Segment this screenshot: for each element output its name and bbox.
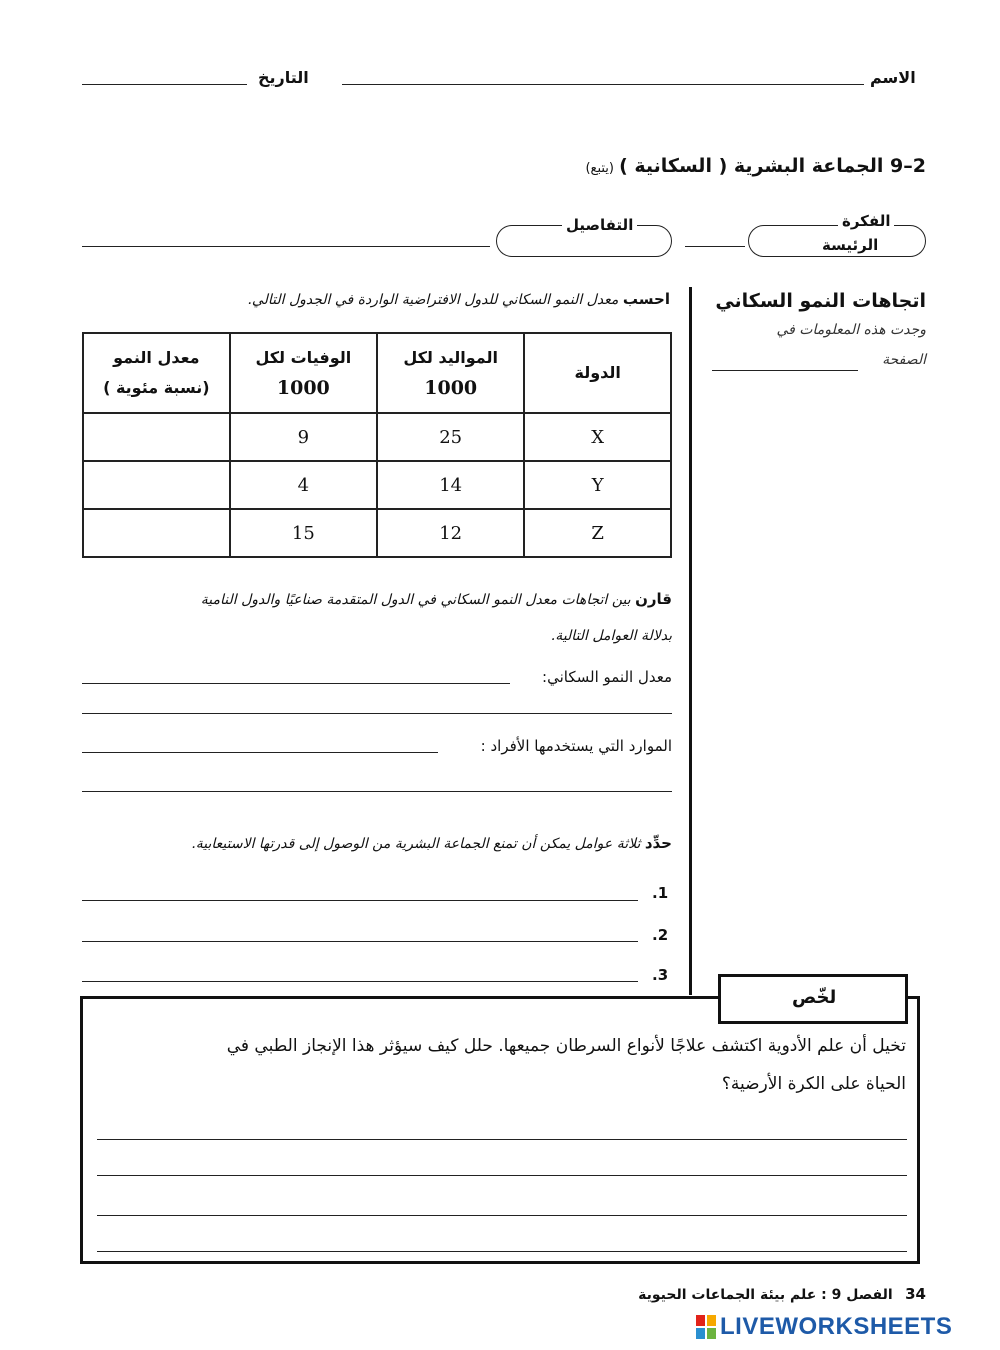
- section-title: 2–9 الجماعة البشرية ( السكانية ): [619, 155, 926, 177]
- column-divider: [689, 287, 692, 995]
- resources-label: الموارد التي يستخدمها الأفراد :: [480, 737, 672, 755]
- th-births: المواليد لكل 1000: [377, 333, 524, 413]
- date-line[interactable]: [82, 84, 247, 85]
- resources-line-2[interactable]: [82, 791, 672, 792]
- continued-label: (يتبع): [585, 161, 614, 176]
- summary-line-4[interactable]: [97, 1251, 907, 1252]
- summary-line-1[interactable]: [97, 1139, 907, 1140]
- calc-instruction: [247, 290, 670, 308]
- cell-country: X: [524, 413, 671, 461]
- growth-rate-line-1[interactable]: [82, 683, 510, 684]
- brand-name: LIVEWORKSHEETS: [720, 1313, 953, 1340]
- cell-deaths: 15: [230, 509, 377, 557]
- identify-verb: حدِّد: [644, 834, 672, 852]
- summary-line-2[interactable]: [97, 1175, 907, 1176]
- table-row: [83, 509, 671, 557]
- compare-line-1: [201, 590, 672, 608]
- cell-growth-input[interactable]: [83, 461, 230, 509]
- chapter-title: الفصل 9 : علم بيئة الجماعات الحيوية: [638, 1287, 893, 1303]
- brand-logo-icon: [696, 1315, 716, 1339]
- name-line[interactable]: [342, 84, 864, 85]
- compare-verb: قارن: [635, 590, 672, 608]
- cell-growth-input[interactable]: [83, 413, 230, 461]
- compare-text-2: بدلالة العوامل التالية.: [550, 628, 672, 644]
- resources-line-1[interactable]: [82, 752, 438, 753]
- details-connector: [82, 246, 490, 247]
- sidebar-heading: اتجاهات النمو السكاني: [715, 290, 926, 312]
- date-label: التاريخ: [258, 68, 309, 87]
- item-line-1[interactable]: [82, 900, 638, 901]
- calc-verb: احسب: [622, 290, 670, 308]
- item-number-2: .2: [652, 926, 669, 944]
- summary-prompt-2: الحياة على الكرة الأرضية؟: [721, 1074, 906, 1094]
- growth-rate-label: معدل النمو السكاني:: [542, 668, 672, 686]
- sidebar-note-2: الصفحة: [882, 352, 926, 368]
- cell-births: 25: [377, 413, 524, 461]
- growth-table: [82, 332, 672, 558]
- footer-text: [638, 1285, 926, 1303]
- growth-rate-line-2[interactable]: [82, 713, 672, 714]
- cell-deaths: 9: [230, 413, 377, 461]
- table-row: [83, 413, 671, 461]
- main-idea-label-1: الفكرة: [838, 212, 894, 230]
- identify-text: ثلاثة عوامل يمكن أن تمنع الجماعة البشرية من الوصول إلى قدرتها الاستيعابية.: [191, 836, 641, 852]
- details-label: التفاصيل: [562, 216, 637, 234]
- sidebar-note-1: وجدت هذه المعلومات في: [776, 322, 926, 338]
- th-deaths: الوفيات لكل 1000: [230, 333, 377, 413]
- brand-logo: [696, 1315, 716, 1339]
- section-title-wrap: [585, 155, 926, 177]
- cell-deaths: 4: [230, 461, 377, 509]
- th-growth: معدل النمو (نسبة مئوية ): [83, 333, 230, 413]
- summary-prompt-1: تخيل أن علم الأدوية اكتشف علاجًا لأنواع السرطان جميعها. حلل كيف سيؤثر هذا الإنجاز الطبي في: [226, 1036, 906, 1056]
- table-row: [83, 461, 671, 509]
- identify-instruction: [191, 834, 672, 852]
- cell-births: 14: [377, 461, 524, 509]
- cell-births: 12: [377, 509, 524, 557]
- th-country: الدولة: [524, 333, 671, 413]
- page-number-line[interactable]: [712, 370, 858, 371]
- page-number: 34: [905, 1285, 926, 1303]
- cell-country: Z: [524, 509, 671, 557]
- item-number-3: .3: [652, 966, 669, 984]
- item-line-3[interactable]: [82, 981, 638, 982]
- item-number-1: .1: [652, 884, 669, 902]
- cell-country: Y: [524, 461, 671, 509]
- summary-line-3[interactable]: [97, 1215, 907, 1216]
- compare-text-1: بين اتجاهات معدل النمو السكاني في الدول المتقدمة صناعيًا والدول النامية: [200, 592, 631, 608]
- summary-label: لخّص: [792, 987, 837, 1008]
- main-idea-connector: [685, 246, 745, 247]
- main-idea-label-2: الرئيسة: [822, 236, 879, 254]
- name-label: الاسم: [870, 68, 916, 87]
- cell-growth-input[interactable]: [83, 509, 230, 557]
- calc-text: معدل النمو السكاني للدول الافتراضية الواردة في الجدول التالي.: [247, 292, 619, 308]
- item-line-2[interactable]: [82, 941, 638, 942]
